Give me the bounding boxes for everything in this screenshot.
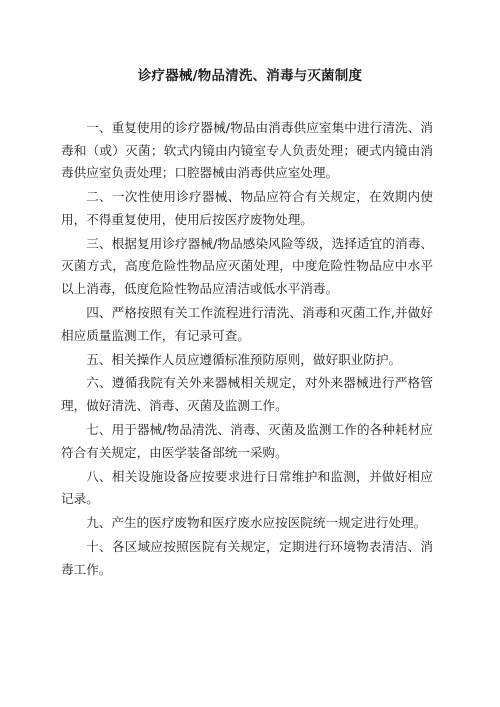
paragraph-5: 五、相关操作人员应遵循标准预防原则，做好职业防护。 bbox=[86, 351, 402, 367]
paragraph-1: 一、重复使用的诊疗器械/物品由消毒供应室集中进行清洗、消毒和（或）灭菌；软式内镜由内镜室专人负责处理；硬式内镜由消毒供应室负责处理；口腔器械由消毒供应室处理。 bbox=[61, 120, 433, 181]
paragraph-8: 八、相关设施设备应按要求进行日常维护和监测，并做好相应记录。 bbox=[61, 468, 433, 507]
paragraph-3: 三、根据复用诊疗器械/物品感染风险等级，选择适宜的消毒、灭菌方式，高度危险性物品应灭菌处理，中度危险性物品应中水平以上消毒，低度危险性物品应清洁或低水平消毒。 bbox=[61, 235, 433, 296]
paragraph-2: 二、一次性使用诊疗器械、物品应符合有关规定，在效期内使用，不得重复使用，使用后按医疗废物处理。 bbox=[61, 189, 433, 227]
paragraph-7: 七、用于器械/物品清洗、消毒、灭菌及监测工作的各种耗材应符合有关规定，由医学装备部统一采购。 bbox=[61, 422, 433, 460]
paragraph-9: 九、产生的医疗废物和医疗废水应按医院统一规定进行处理。 bbox=[86, 515, 427, 531]
document-title: 诊疗器械/物品清洗、消毒与灭菌制度 bbox=[137, 68, 363, 84]
paragraph-4: 四、严格按照有关工作流程进行清洗、消毒和灭菌工作,并做好相应质量监测工作，有记录可查。 bbox=[61, 304, 433, 343]
document-body bbox=[61, 117, 433, 583]
paragraph-10: 十、各区域应按照医院有关规定，定期进行环境物表清洁、消毒工作。 bbox=[61, 539, 433, 577]
paragraph-6: 六、遵循我院有关外来器械相关规定，对外来器械进行严格管理，做好清洗、消毒、灭菌及监测工作。 bbox=[61, 375, 433, 414]
